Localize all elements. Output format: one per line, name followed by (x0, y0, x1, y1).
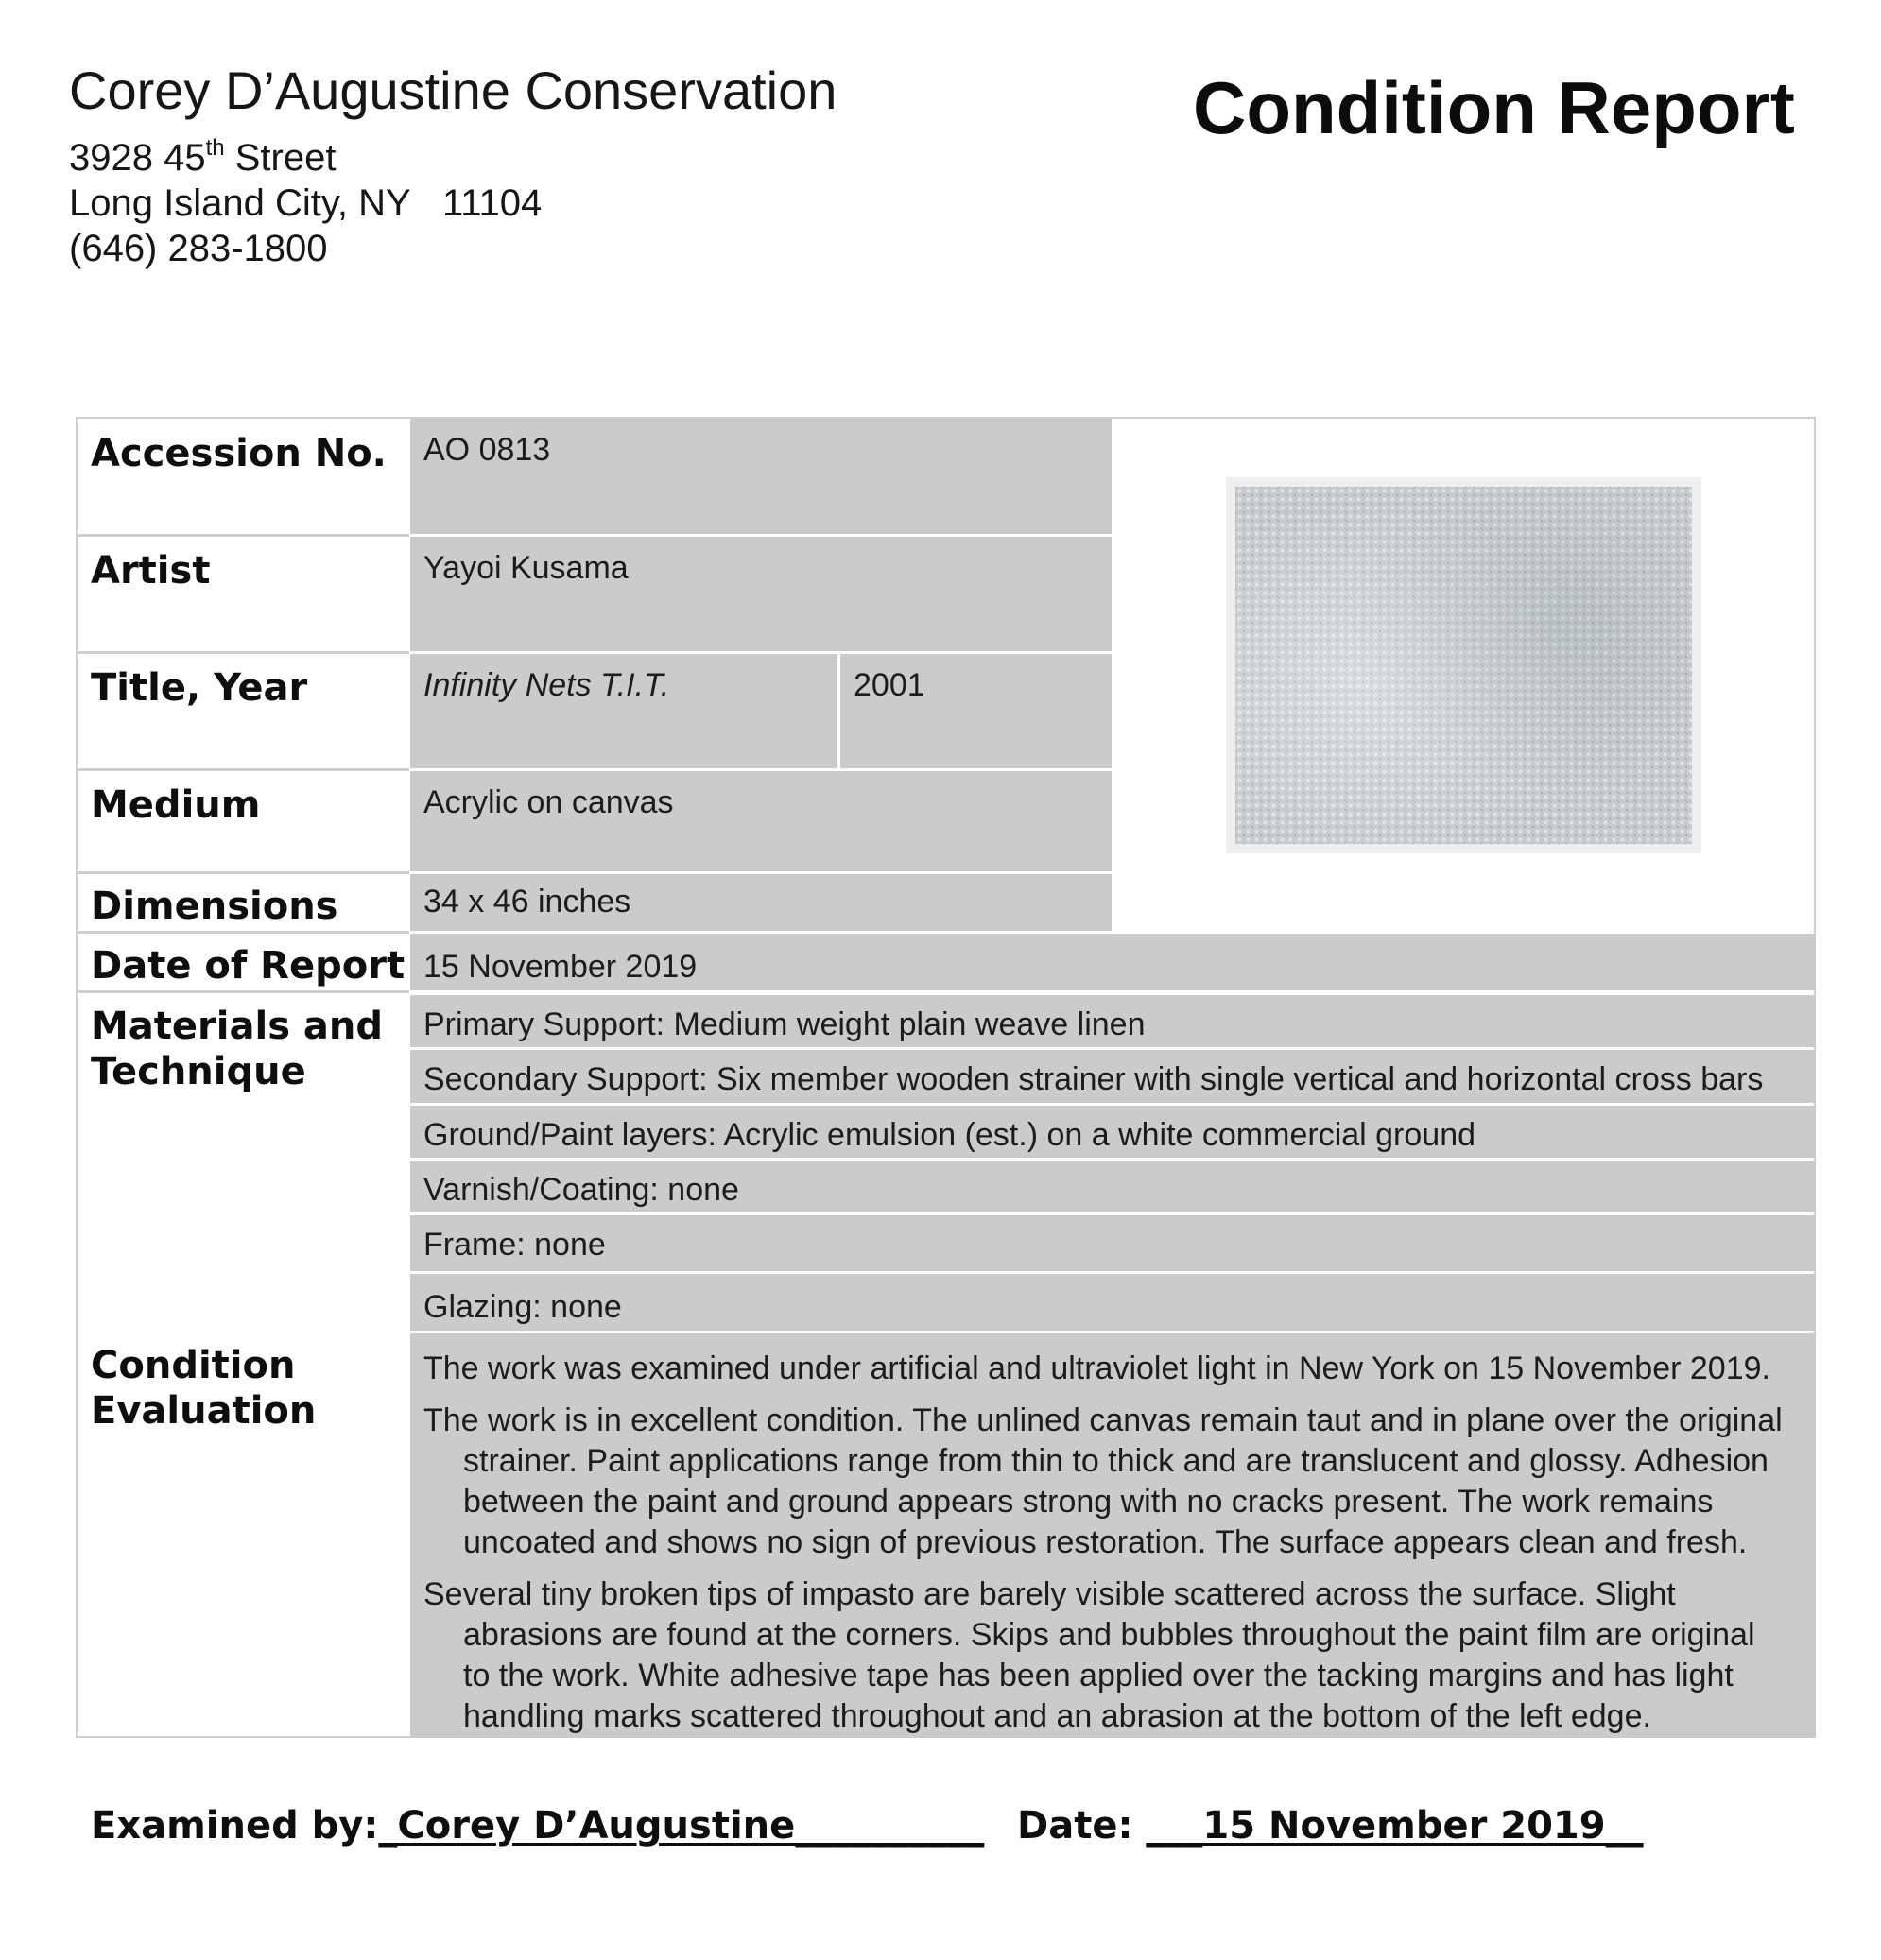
exam-date-label: Date: (1017, 1804, 1133, 1848)
artwork-image (1226, 477, 1701, 853)
dimensions-value: 34 x 46 inches (410, 874, 1112, 931)
row-divider (76, 871, 409, 874)
materials-row: Frame: none (410, 1215, 1816, 1271)
street-address (69, 135, 337, 179)
date-of-report-value: 15 November 2019 (410, 934, 1816, 990)
exam-date-value: ___15 November 2019__ (1146, 1804, 1644, 1848)
accession-value: AO 0813 (410, 419, 1112, 534)
year-value: 2001 (840, 654, 1112, 768)
row-divider (76, 990, 409, 993)
condition-label-line1: Condition (91, 1344, 296, 1387)
org-name: Corey D’Augustine Conservation (69, 60, 837, 120)
row-divider (76, 768, 409, 771)
phone-number: (646) 283-1800 (69, 228, 328, 269)
examined-by (91, 1804, 985, 1848)
materials-row: Ground/Paint layers: Acrylic emulsion (est.) on a white commercial ground (410, 1106, 1816, 1158)
materials-label-line1: Materials and (91, 1005, 384, 1048)
title-year-label: Title, Year (91, 666, 308, 710)
dimensions-label: Dimensions (91, 885, 338, 928)
condition-label-line2: Evaluation (91, 1389, 317, 1433)
artwork-net-pattern (1235, 487, 1692, 844)
medium-label: Medium (91, 783, 261, 827)
condition-label (91, 1343, 316, 1434)
artist-label: Artist (91, 549, 211, 593)
condition-paragraph: Several tiny broken tips of impasto are barely visible scattered across the surface. Slight abrasions are found at the corners. Skips and bubbles throughout the paint film are original to the work. White adhesive tape has been applied over the tacking margins and has light handling marks scattered throughout and an abrasion at the bottom of the left edge. (423, 1576, 1755, 1734)
examined-label: Examined by: (91, 1804, 379, 1848)
street-name: Street (224, 137, 337, 179)
row-divider (76, 651, 409, 654)
materials-row: Primary Support: Medium weight plain weave linen (410, 995, 1816, 1047)
condition-text (410, 1333, 1816, 1738)
street-number: 3928 45 (69, 137, 206, 179)
materials-row: Secondary Support: Six member wooden strainer with single vertical and horizontal cross bars (410, 1050, 1816, 1103)
artist-value: Yayoi Kusama (410, 537, 1112, 651)
city-line: Long Island City, NY 11104 (69, 182, 543, 224)
title-value: Infinity Nets T.I.T. (410, 654, 837, 768)
condition-paragraph: The work is in excellent condition. The unlined canvas remain taut and in plane over the original strainer. Paint applications range from thin to thick and are translucent and glossy. Adhesion between the paint and ground appears strong with no cracks present. The work remains uncoated and shows no sign of previous restoration. The surface appears clean and fresh. (423, 1402, 1783, 1560)
materials-row: Glazing: none (410, 1274, 1816, 1331)
materials-label-line2: Technique (91, 1050, 306, 1093)
date-of-report-label: Date of Report (91, 944, 406, 988)
accession-label: Accession No. (91, 432, 387, 475)
examiner-name: _Corey D’Augustine__________ (378, 1804, 985, 1848)
street-suffix: th (205, 135, 225, 161)
condition-paragraph: The work was examined under artificial and ultraviolet light in New York on 15 November 2019. (423, 1350, 1770, 1386)
row-divider (76, 534, 409, 537)
medium-value: Acrylic on canvas (410, 771, 1112, 871)
materials-label (91, 1004, 383, 1094)
materials-row: Varnish/Coating: none (410, 1161, 1816, 1212)
exam-date (1017, 1804, 1644, 1848)
report-title: Condition Report (1193, 66, 1795, 149)
row-divider (76, 931, 409, 934)
